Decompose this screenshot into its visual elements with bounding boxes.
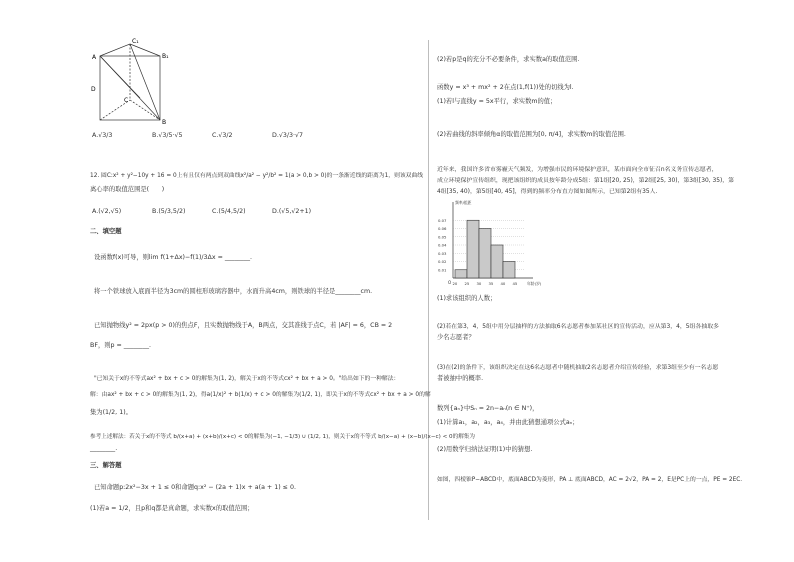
y-tick-label: 0.02 bbox=[438, 259, 447, 264]
q16-line4: 参考上述解法：若关于x的不等式 b/(x+a) + (x+b)/(x+c) < 0的解集为(−1, −1/3) ∪ (1/2, 1)，则关于x的不等式 b/(x−a) + (x−b)/(x−c) < 0的解集为 bbox=[90, 434, 475, 440]
y-tick-label: 0.05 bbox=[438, 234, 447, 240]
q11-option-d: D.√3/3·√7 bbox=[272, 132, 304, 139]
column-divider bbox=[428, 40, 429, 520]
q14: 将一个铁球放入底面半径为3cm的圆柱形玻璃容器中，水面升高4cm，则铁球的半径是________cm. bbox=[94, 288, 373, 295]
q11-option-b: B.√3/5·√5 bbox=[152, 132, 183, 139]
r-q19-part2-line2: 少名志愿者？ bbox=[437, 334, 475, 341]
y-tick-label: 0.03 bbox=[438, 250, 447, 256]
x-tick-label: 45 bbox=[512, 281, 518, 286]
section-fill-blank: 二、填空题 bbox=[90, 228, 122, 235]
cube-label-b: B bbox=[162, 119, 167, 126]
q17-part1: (1)若a = 1/2，且p和q都是真命题，求实数x的取值范围； bbox=[90, 505, 254, 512]
r-q18-part1: (1)若l与直线y = 5x平行，求实数m的值； bbox=[437, 98, 557, 105]
y-tick-label: 0.07 bbox=[438, 217, 447, 223]
r-q19-line1: 近年来，我国许多省市雾霾天气频发，为增强市民的环境保护意识，某市面向全市征召n名义务宣传志愿者， bbox=[437, 167, 718, 173]
q16-line1: "已知关于x的不等式ax² + bx + c > 0的解集为(1, 2)，解关于x的不等式cx² + bx + a > 0。"给出如下的一种解法： bbox=[94, 376, 400, 382]
q12-option-d: D.(√5,√2+1) bbox=[272, 208, 312, 215]
histogram-bar-3 bbox=[479, 229, 491, 279]
section-answers: 三、解答题 bbox=[90, 462, 122, 469]
r-q19-part3-line2: 者被抽中的概率. bbox=[437, 375, 484, 382]
cube-label-d: D bbox=[91, 86, 96, 93]
r-q21: 如图，四棱锥P−ABCD中，底面ABCD为菱形，PA ⊥ 底面ABCD，AC = 2√2，PA = 2，E是PC上的一点，PE = 2EC. bbox=[437, 477, 743, 483]
histogram-bar-4 bbox=[491, 245, 503, 278]
y-tick-label: 0.01 bbox=[438, 267, 447, 273]
r-q20-part1: (1)计算a₁，a₂，a₃，a₄，并由此猜想通项公式aₙ； bbox=[437, 419, 579, 426]
q16-line2: 解：由ax² + bx + c > 0的解集为(1, 2)，得a(1/x)² + b(1/x) + c > 0的解集为(1/2, 1)，即关于x的不等式cx² + bx + a > 0的解 bbox=[90, 392, 431, 398]
x-tick-label: 30 bbox=[476, 281, 482, 286]
y-tick-label: 0.06 bbox=[438, 226, 447, 231]
q15-line2: BF，则p = ________. bbox=[90, 342, 152, 349]
q13: 设函数f(x)可导，则lim f(1+Δx)−f(1)/3Δx = ________. bbox=[94, 254, 253, 261]
cube-figure bbox=[88, 36, 178, 128]
r-q20-part2: (2)用数学归纳法证明(1)中的猜想. bbox=[437, 446, 533, 453]
x-axis-label: 年龄(岁) bbox=[527, 281, 542, 286]
x-tick-label: 40 bbox=[500, 281, 506, 286]
frequency-histogram bbox=[437, 198, 547, 290]
q16-line5: ________. bbox=[90, 445, 118, 452]
r-q19-part3-line1: (3)在(2)的条件下，该组织决定在这6名志愿者中随机抽取2名志愿者介绍宣传经验，求第3组至少有一名志愿 bbox=[437, 365, 719, 371]
r-q19-part1: (1)求该组织的人数； bbox=[437, 295, 497, 302]
x-tick-label: 35 bbox=[488, 281, 494, 286]
histogram-bar-5 bbox=[503, 262, 515, 279]
cube-label-c1: C₁ bbox=[132, 38, 139, 45]
r-q20: 数列{aₙ}中Sₙ = 2n−aₙ(n ∈ N⁺)， bbox=[437, 405, 539, 412]
r-q18-part2: (2)若曲线的斜率倾角α的取值范围为[0, π/4]，求实数m的取值范围. bbox=[437, 131, 626, 138]
q12-option-b: B.(5/3,5/2) bbox=[152, 208, 186, 215]
q16-line3: 集为(1/2, 1)。 bbox=[90, 409, 132, 416]
r-q19-part2-line1: (2)若在第3，4，5组中用分层抽样的方法抽取6名志愿者参加某社区的宣传活动，应从第3，4，5组各抽取多 bbox=[437, 324, 719, 330]
r-q18: 函数y = x³ + mx² + 2在点(1,f(1))处的切线为l. bbox=[437, 84, 574, 91]
q12-option-a: A.(√2,√5) bbox=[92, 208, 122, 215]
cube-label-b1: B₁ bbox=[162, 53, 169, 60]
histogram-bar-2 bbox=[467, 220, 479, 278]
q11-option-c: C.√3/2 bbox=[212, 132, 233, 139]
q12-line2: 离心率的取值范围是( ) bbox=[90, 186, 165, 193]
q17: 已知命题p:2x²−3x + 1 ≤ 0和命题q:x² − (2a + 1)x + a(a + 1) ≤ 0. bbox=[94, 484, 296, 491]
y-axis-label: 频率/组距 bbox=[455, 200, 472, 205]
x-tick-label: 25 bbox=[464, 281, 470, 286]
x-tick-label: 20 bbox=[452, 281, 458, 286]
y-tick-label: 0.04 bbox=[438, 242, 447, 248]
cube-label-a: A bbox=[92, 54, 97, 61]
q11-option-a: A.√3/3 bbox=[92, 132, 113, 139]
r-q19-line2: 成立环境保护宣传组织，现把该组织的成员按年龄分成5组：第1组[20, 25)，第2组[25, 30)，第3组[30, 35)，第 bbox=[437, 178, 735, 184]
q12-option-c: C.(5/4,5/2) bbox=[212, 208, 246, 215]
r-q17-part2: (2)若p是q的充分不必要条件，求实数a的取值范围. bbox=[437, 56, 580, 63]
q12-line1: 12. 圆C:x² + y²−10y + 16 = 0上有且仅有两点到双曲线x²/a² − y²/b² = 1(a > 0,b > 0)的一条渐近线的距离为1，则该双曲线 bbox=[90, 173, 424, 179]
origin-label: O bbox=[448, 280, 452, 285]
cube-label-c: C bbox=[124, 97, 129, 104]
r-q19-line3: 4组[35, 40)，第5组[40, 45]，得到的频率分布直方图如图所示，已知第2组有35人. bbox=[437, 189, 658, 195]
q15-line1: 已知抛物线y² = 2px(p > 0)的焦点F，且实数抛物线于A，B两点，交其准线于点C，若 |AF| = 6，CB = 2 bbox=[94, 322, 393, 329]
histogram-bar-1 bbox=[455, 270, 467, 278]
